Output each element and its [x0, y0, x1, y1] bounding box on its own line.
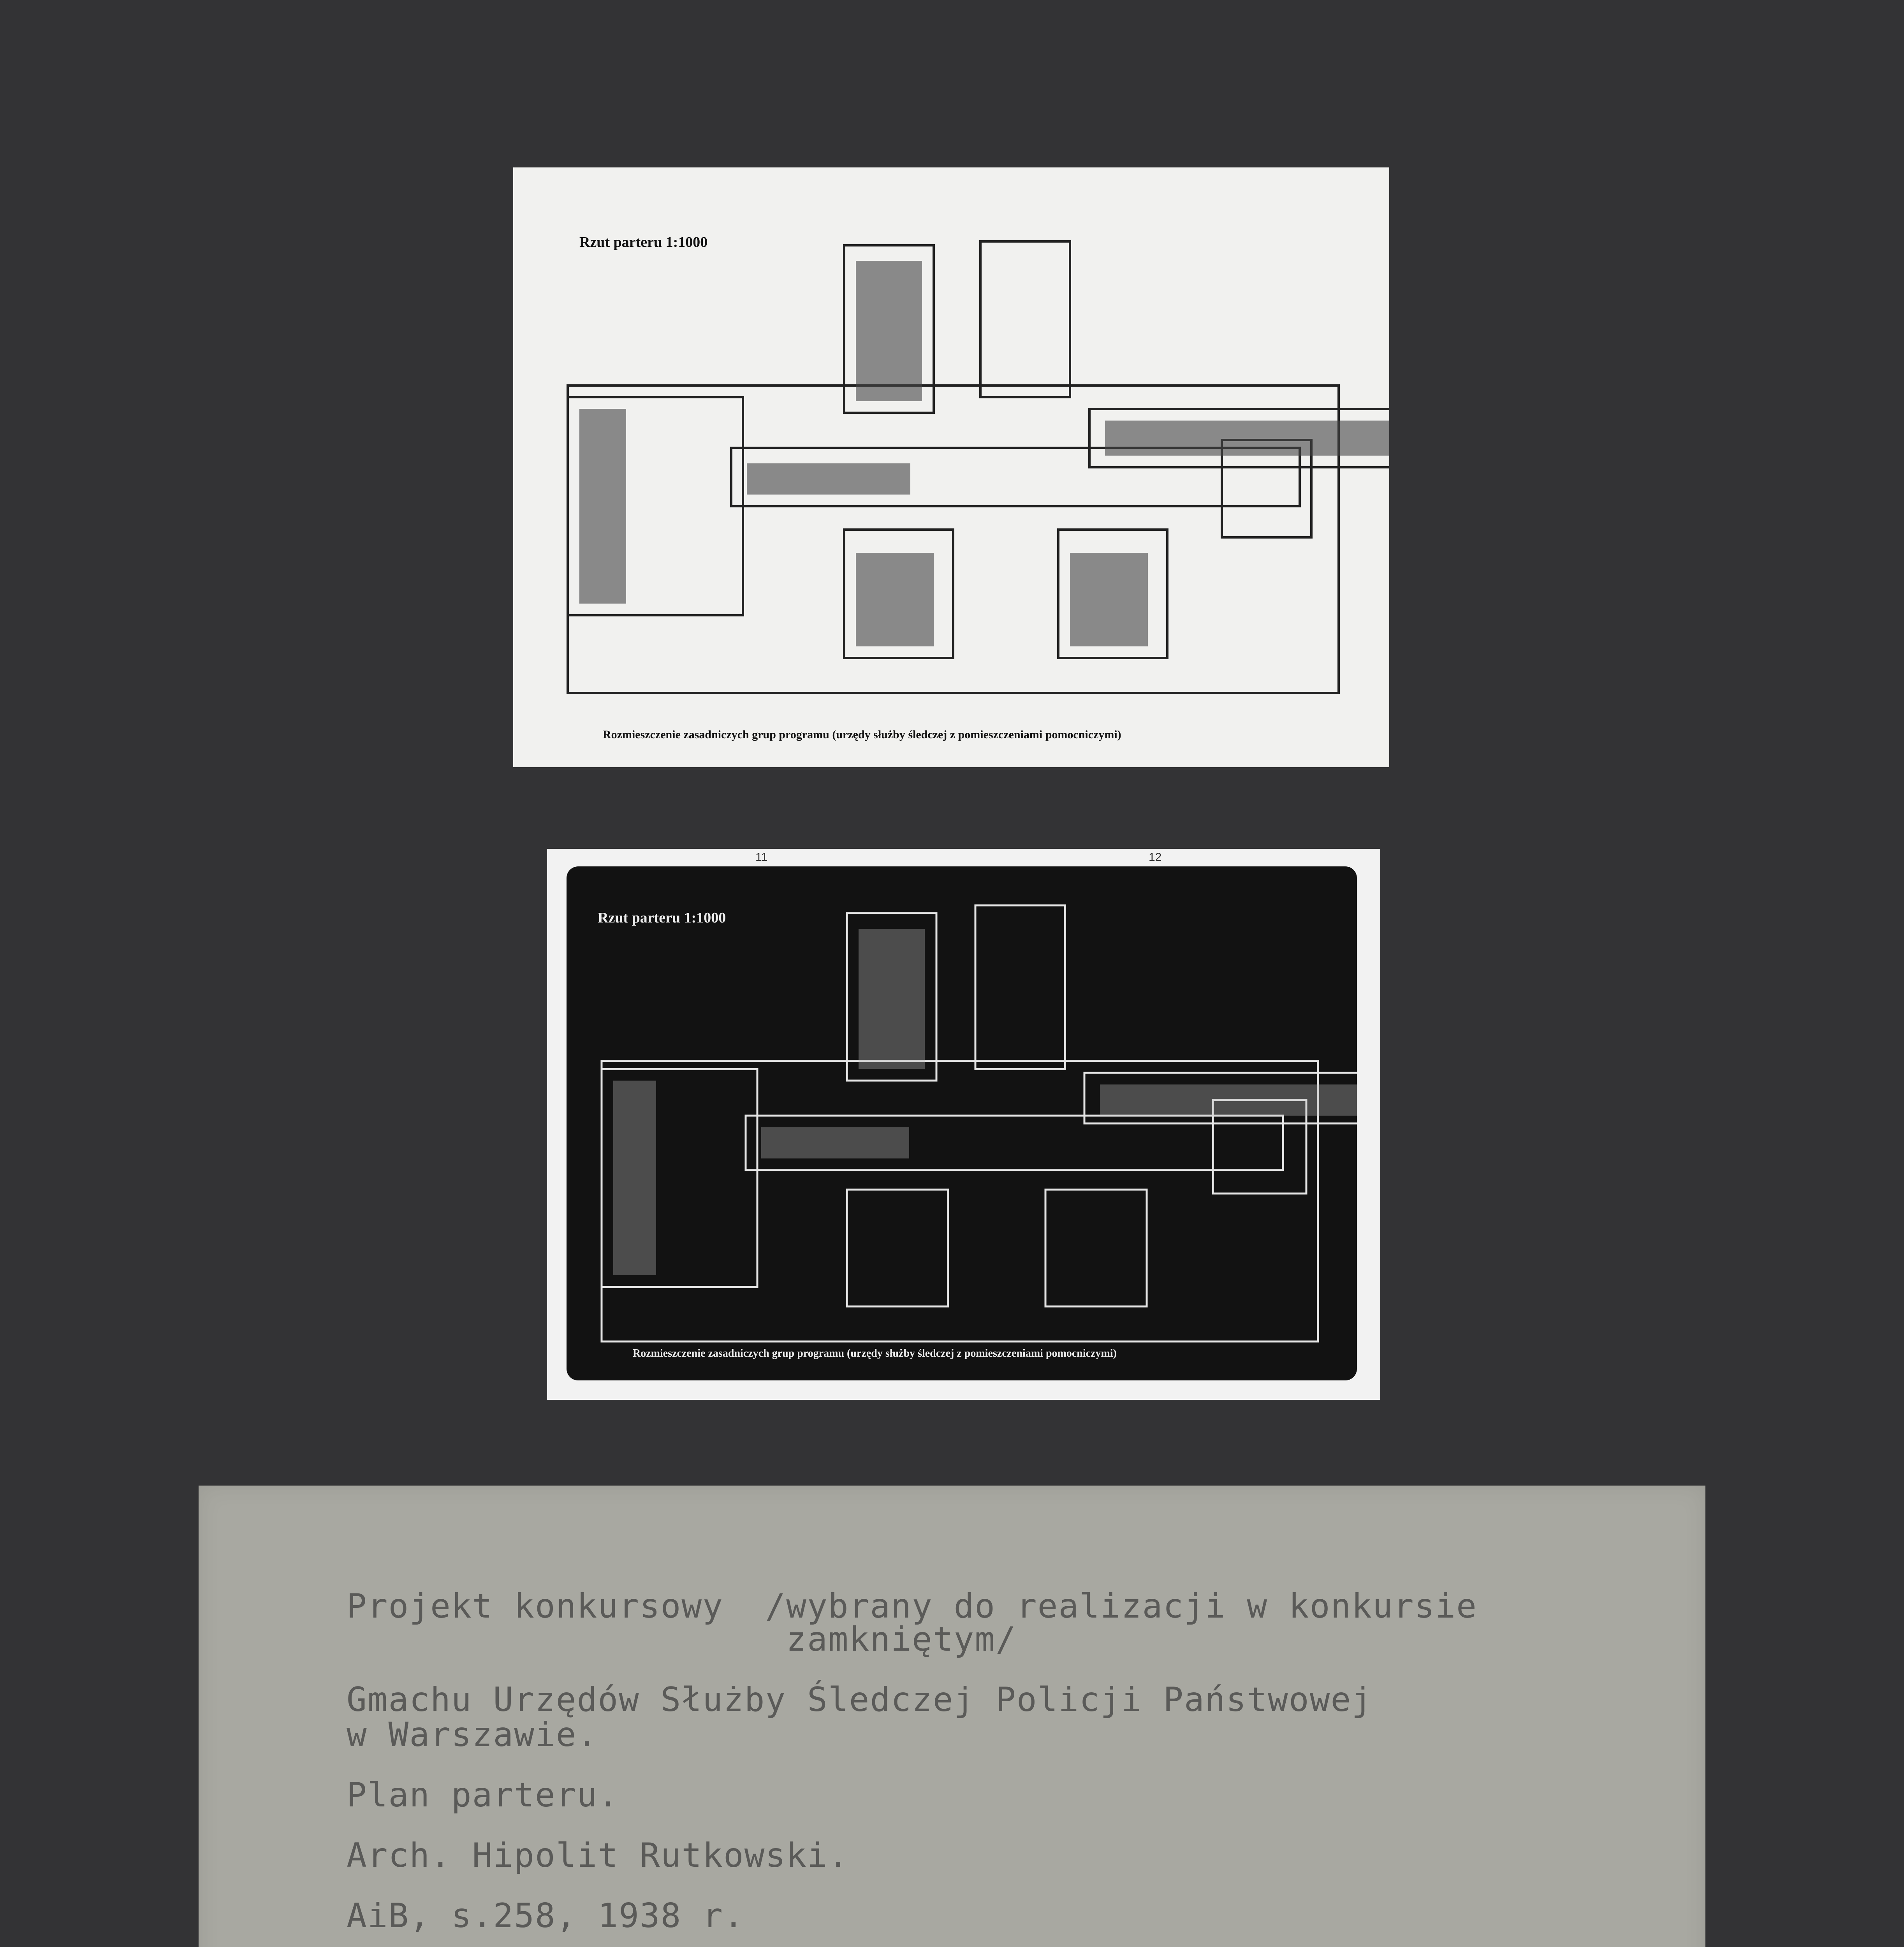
negative-image — [567, 866, 1357, 1380]
plan-caption: Rozmieszczenie zasadniczych grup programu (urzędy służby śledczej z pomieszczeniami pomocniczymi) — [633, 1347, 1117, 1359]
frame-number: 11 — [755, 851, 768, 864]
envelope-text-line: AiB, s.258, 1938 r. — [347, 1896, 744, 1935]
plan-title: Rzut parteru 1:1000 — [598, 910, 726, 926]
envelope-text-line: Projekt konkursowy /wybrany do realizacji w konkursie — [347, 1587, 1477, 1626]
plan-caption: Rozmieszczenie zasadniczych grup programu (urzędy służby śledczej z pomieszczeniami pomocniczymi) — [603, 728, 1121, 741]
envelope-text-line: w Warszawie. — [347, 1715, 598, 1754]
envelope-text-line: Gmachu Urzędów Służby Śledczej Policji Państwowej — [347, 1680, 1373, 1719]
archive-envelope — [199, 1486, 1705, 1947]
envelope-text-line: Plan parteru. — [347, 1776, 619, 1815]
plan-title: Rzut parteru 1:1000 — [579, 234, 708, 250]
floor-plan-print-positive — [513, 167, 1389, 767]
envelope-text-line: Arch. Hipolit Rutkowski. — [347, 1836, 849, 1875]
envelope-text-line: zamkniętym/ — [347, 1620, 1017, 1659]
floor-plan-drawing — [567, 866, 1357, 1380]
floor-plan-drawing — [513, 167, 1389, 767]
floor-plan-print-negative — [547, 849, 1380, 1400]
frame-number: 12 — [1149, 851, 1162, 864]
